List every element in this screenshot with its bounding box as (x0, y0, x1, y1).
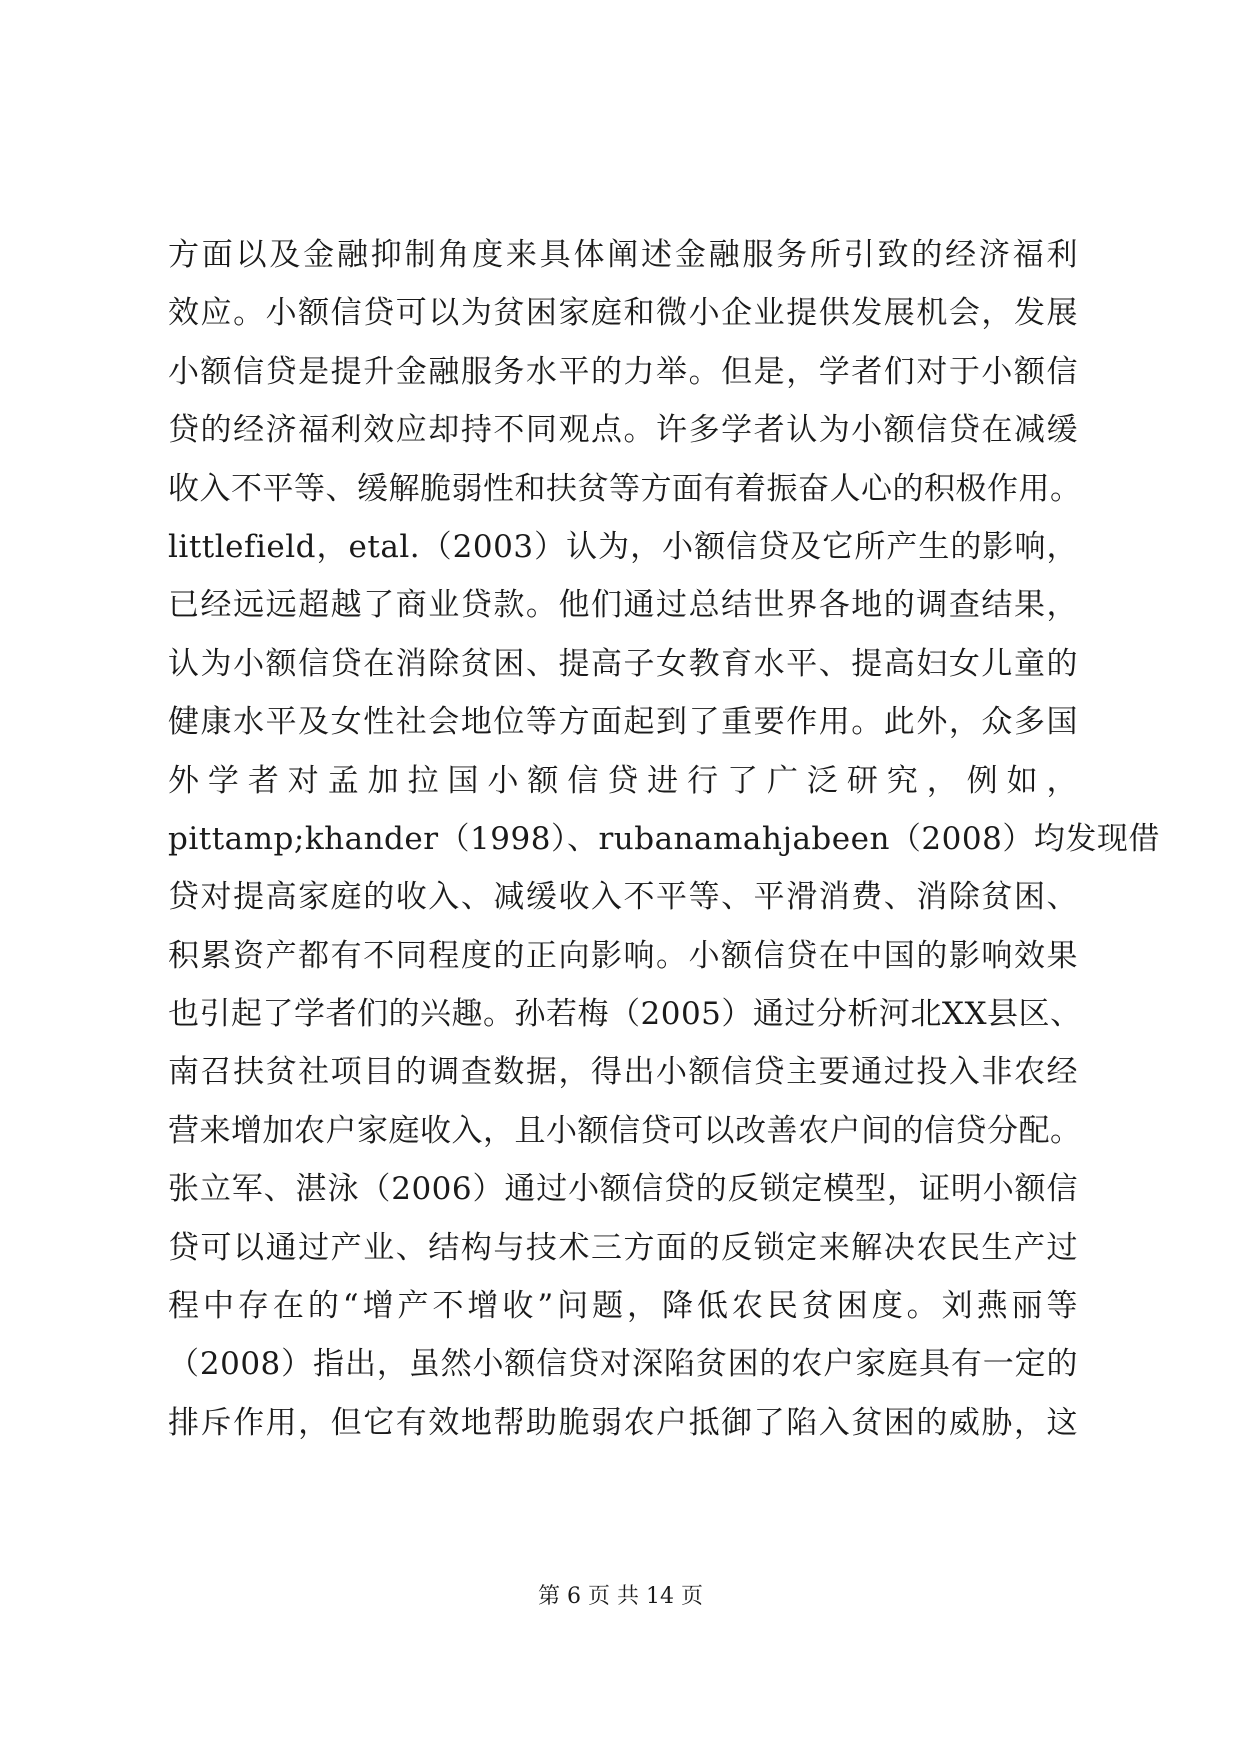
text-line: 程中存在的“增产不增收”问题，降低农民贫困度。刘燕丽等 (168, 1288, 1078, 1325)
text-line: 收入不平等、缓解脆弱性和扶贫等方面有着振奋人心的积极作用。 (168, 470, 1082, 507)
text-line: 贷的经济福利效应却持不同观点。许多学者认为小额信贷在减缓 (168, 412, 1078, 449)
text-line: 健康水平及女性社会地位等方面起到了重要作用。此外，众多国 (168, 704, 1078, 741)
text-line: 贷对提高家庭的收入、减缓收入不平等、平滑消费、消除贫困、 (168, 879, 1078, 916)
text-line: pittamp;khander（1998）、rubanamahjabeen（2008）均发现借 (168, 820, 1160, 857)
text-line: 南召扶贫社项目的调查数据，得出小额信贷主要通过投入非农经 (168, 1054, 1078, 1091)
text-line: 贷可以通过产业、结构与技术三方面的反锁定来解决农民生产过 (168, 1229, 1078, 1266)
text-line: 方面以及金融抑制角度来具体阐述金融服务所引致的经济福利 (168, 237, 1078, 273)
text-line: 小额信贷是提升金融服务水平的力举。但是，学者们对于小额信 (168, 353, 1078, 390)
text-line: 认为小额信贷在消除贫困、提高子女教育水平、提高妇女儿童的 (168, 645, 1078, 682)
text-line: 张立军、湛泳（2006）通过小额信贷的反锁定模型，证明小额信 (168, 1171, 1078, 1208)
text-line: 已经远远超越了商业贷款。他们通过总结世界各地的调查结果， (168, 587, 1078, 624)
page-footer: 第 6 页 共 14 页 (538, 1584, 703, 1609)
text-line: 外学者对孟加拉国小额信贷进行了广泛研究，例如， (168, 762, 1078, 799)
text-line: littlefield，etal.（2003）认为，小额信贷及它所产生的影响， (168, 528, 1078, 565)
text-line: 积累资产都有不同程度的正向影响。小额信贷在中国的影响效果 (168, 937, 1078, 974)
text-line: 也引起了学者们的兴趣。孙若梅（2005）通过分析河北XX县区、 (168, 996, 1082, 1033)
text-line: （2008）指出，虽然小额信贷对深陷贫困的农户家庭具有一定的 (168, 1346, 1078, 1383)
text-line: 效应。小额信贷可以为贫困家庭和微小企业提供发展机会，发展 (168, 295, 1078, 332)
body-text (168, 226, 1160, 1452)
text-line: 排斥作用，但它有效地帮助脆弱农户抵御了陷入贫困的威胁，这 (168, 1404, 1078, 1441)
text-line: 营来增加农户家庭收入，且小额信贷可以改善农户间的信贷分配。 (168, 1112, 1082, 1149)
